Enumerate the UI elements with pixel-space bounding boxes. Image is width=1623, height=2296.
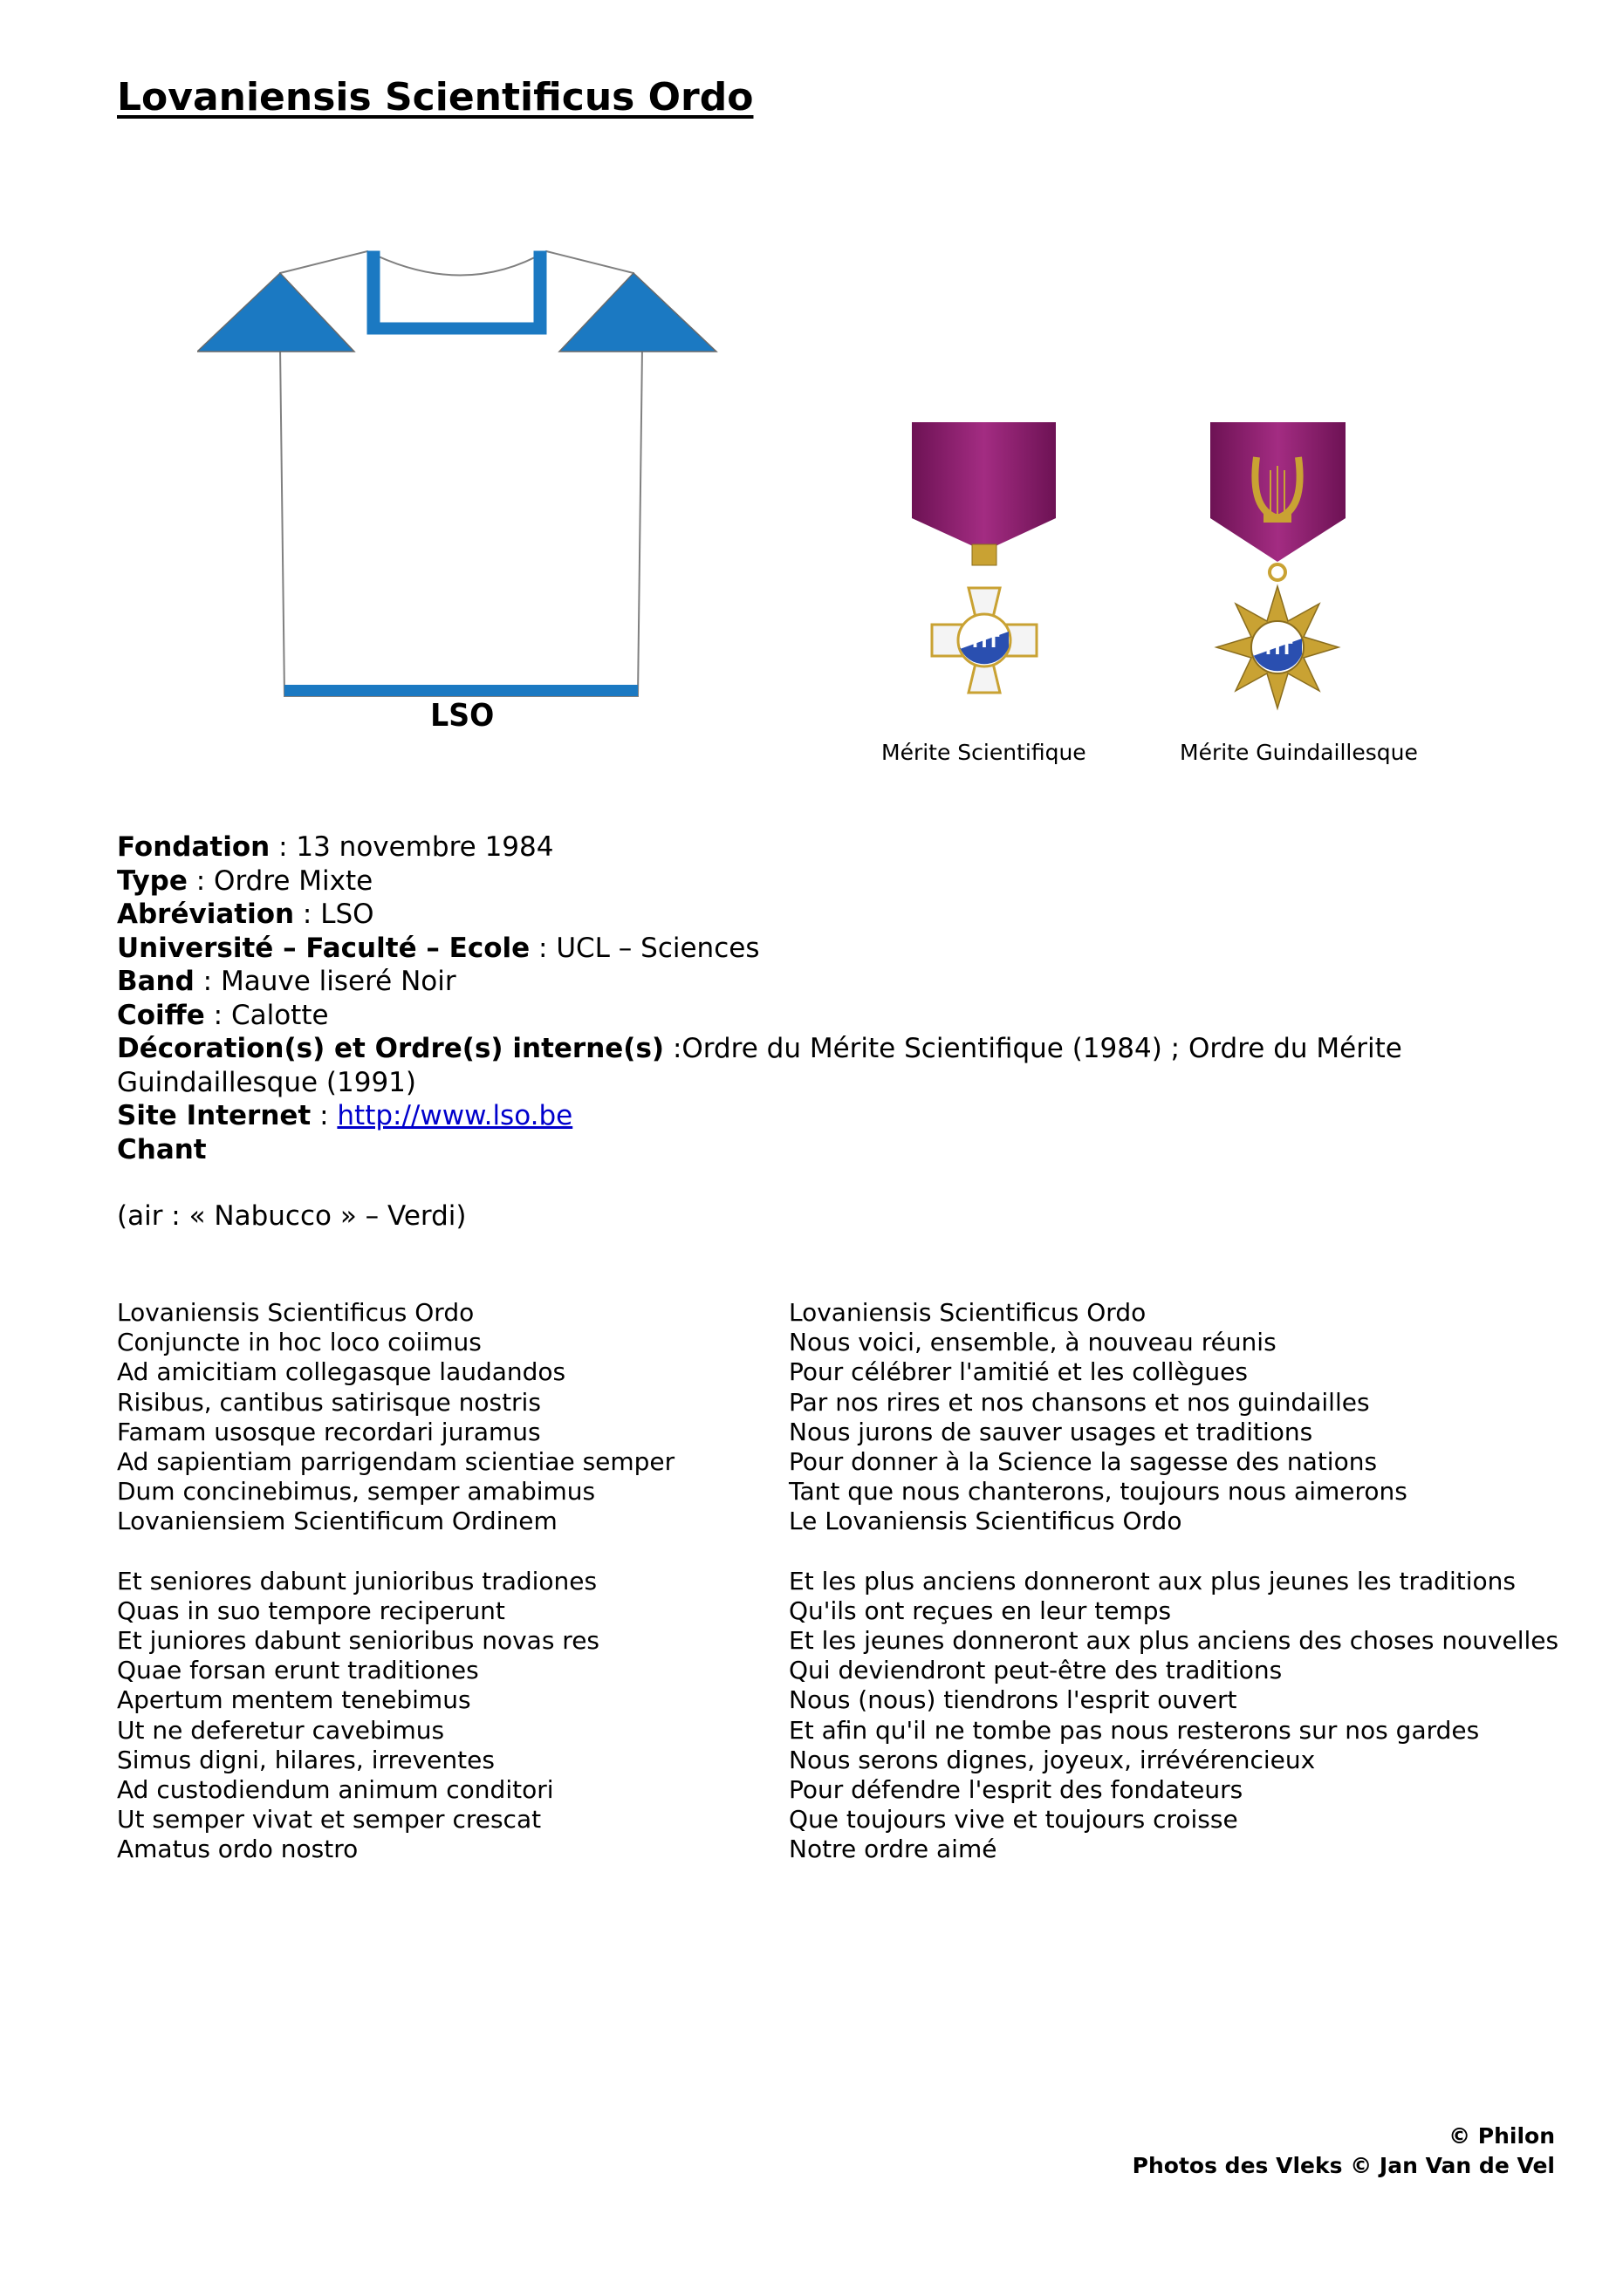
info-site: Site Internet : http://www.lso.be: [117, 1100, 573, 1131]
lyrics-french: [789, 1298, 1558, 1895]
info-fondation: Fondation : 13 novembre 1984: [117, 831, 554, 863]
ring: [972, 544, 996, 565]
lyric-line: Et juniores dabunt senioribus novas res: [117, 1626, 600, 1656]
cross: [932, 588, 1037, 693]
lyric-line: Simus digni, hilares, irreventes: [117, 1745, 495, 1774]
lyric-line: Et seniores dabunt junioribus tradiones: [117, 1566, 598, 1596]
lyrics-latin: [117, 1298, 675, 1895]
lyric-line: Nous (nous) tiendrons l'esprit ouvert: [789, 1685, 1237, 1715]
info-band: Band : Mauve liseré Noir: [117, 966, 456, 997]
lyric-line: Pour célébrer l'amitié et les collègues: [789, 1357, 1248, 1387]
ribbon: [912, 422, 1056, 551]
info-type: Type : Ordre Mixte: [117, 864, 373, 897]
lyric-line: Et afin qu'il ne tombe pas nous resterons sur nos gardes: [789, 1715, 1480, 1745]
lyric-line: Que toujours vive et toujours croisse: [789, 1805, 1238, 1835]
footer-photo-credit: Photos des Vleks © Jan Van de Vel: [1132, 2153, 1555, 2178]
lyric-line: Quae forsan erunt traditiones: [117, 1656, 479, 1685]
info-decorations: Décoration(s) et Ordre(s) interne(s) :Ordre du Mérite Scientifique (1984) ; Ordre du Mérite Guindaillesque (1991): [117, 1033, 1402, 1098]
lyric-line: Nous voici, ensemble, à nouveau réunis: [789, 1328, 1277, 1357]
medal-caption-scientifique: Mérite Scientifique: [881, 740, 1086, 765]
page-title: Lovaniensis Scientificus Ordo: [117, 75, 754, 120]
shirt-label: LSO: [430, 698, 495, 734]
lyric-line: Lovaniensiem Scientificum Ordinem: [117, 1507, 558, 1536]
lyric-line: Famam usosque recordari juramus: [117, 1417, 541, 1446]
stanza: [789, 1567, 1558, 1865]
info-universite: Université – Faculté – Ecole : UCL – Sciences: [117, 932, 760, 964]
medal-caption-guindaillesque: Mérite Guindaillesque: [1180, 740, 1418, 765]
info-abreviation: Abréviation : LSO: [117, 899, 374, 930]
lyric-line: Par nos rires et nos chansons et nos guindailles: [789, 1387, 1370, 1417]
lyric-line: Lovaniensis Scientificus Ordo: [117, 1298, 475, 1327]
lyric-line: Nous jurons de sauver usages et traditions: [789, 1417, 1313, 1446]
lyric-line: Amatus ordo nostro: [117, 1835, 359, 1864]
lyric-line: Ut semper vivat et semper crescat: [117, 1805, 542, 1835]
sun-star: [1216, 586, 1339, 708]
stanza: [789, 1298, 1558, 1537]
lyric-line: Lovaniensis Scientificus Ordo: [789, 1298, 1147, 1327]
lyric-line: Nous serons dignes, joyeux, irrévérencieux: [789, 1745, 1316, 1774]
footer-copyright: © Philon: [1448, 2123, 1555, 2149]
air-note: (air : « Nabucco » – Verdi): [117, 1200, 467, 1232]
lyric-line: Quas in suo tempore reciperunt: [117, 1596, 505, 1625]
medal-guindaillesque: [1206, 422, 1354, 736]
lyric-line: Le Lovaniensis Scientificus Ordo: [789, 1507, 1182, 1536]
footer-credits: [1133, 2122, 1555, 2181]
shirt-bottom-band: [284, 685, 638, 696]
shirt-illustration: [197, 234, 738, 705]
site-link[interactable]: http://www.lso.be: [337, 1100, 573, 1131]
info-coiffe: Coiffe : Calotte: [117, 999, 329, 1031]
lyric-line: Qui deviendront peut-être des traditions: [789, 1656, 1283, 1685]
lyric-line: Apertum mentem tenebimus: [117, 1685, 471, 1715]
info-block: [117, 830, 1478, 1166]
medal-scientifique: [907, 422, 1082, 736]
svg-text:TIT: TIT: [1262, 638, 1293, 659]
ring: [1270, 564, 1285, 580]
info-chant: Chant: [117, 1133, 207, 1165]
lyric-line: Ad amicitiam collegasque laudandos: [117, 1357, 566, 1387]
lyric-line: Conjuncte in hoc loco coiimus: [117, 1328, 482, 1357]
shirt-body: [280, 251, 642, 696]
lyric-line: Et les jeunes donneront aux plus anciens des choses nouvelles: [789, 1626, 1559, 1656]
lyric-line: Dum concinebimus, semper amabimus: [117, 1477, 596, 1507]
stanza: [117, 1298, 675, 1537]
lyric-line: Pour donner à la Science la sagesse des nations: [789, 1447, 1378, 1477]
lyric-line: Tant que nous chanterons, toujours nous aimerons: [789, 1477, 1407, 1507]
lyric-line: Ad sapientiam parrigendam scientiae semper: [117, 1447, 675, 1477]
svg-text:TIT: TIT: [969, 631, 1000, 652]
lyric-line: Et les plus anciens donneront aux plus jeunes les traditions: [789, 1566, 1516, 1596]
stanza: [117, 1567, 675, 1865]
lyric-line: Ut ne deferetur cavebimus: [117, 1715, 445, 1745]
lyric-line: Risibus, cantibus satirisque nostris: [117, 1387, 541, 1417]
lyric-line: Notre ordre aimé: [789, 1835, 997, 1864]
lyric-line: Qu'ils ont reçues en leur temps: [789, 1596, 1172, 1625]
lyric-line: Pour défendre l'esprit des fondateurs: [789, 1775, 1243, 1805]
lyric-line: Ad custodiendum animum conditori: [117, 1775, 554, 1805]
